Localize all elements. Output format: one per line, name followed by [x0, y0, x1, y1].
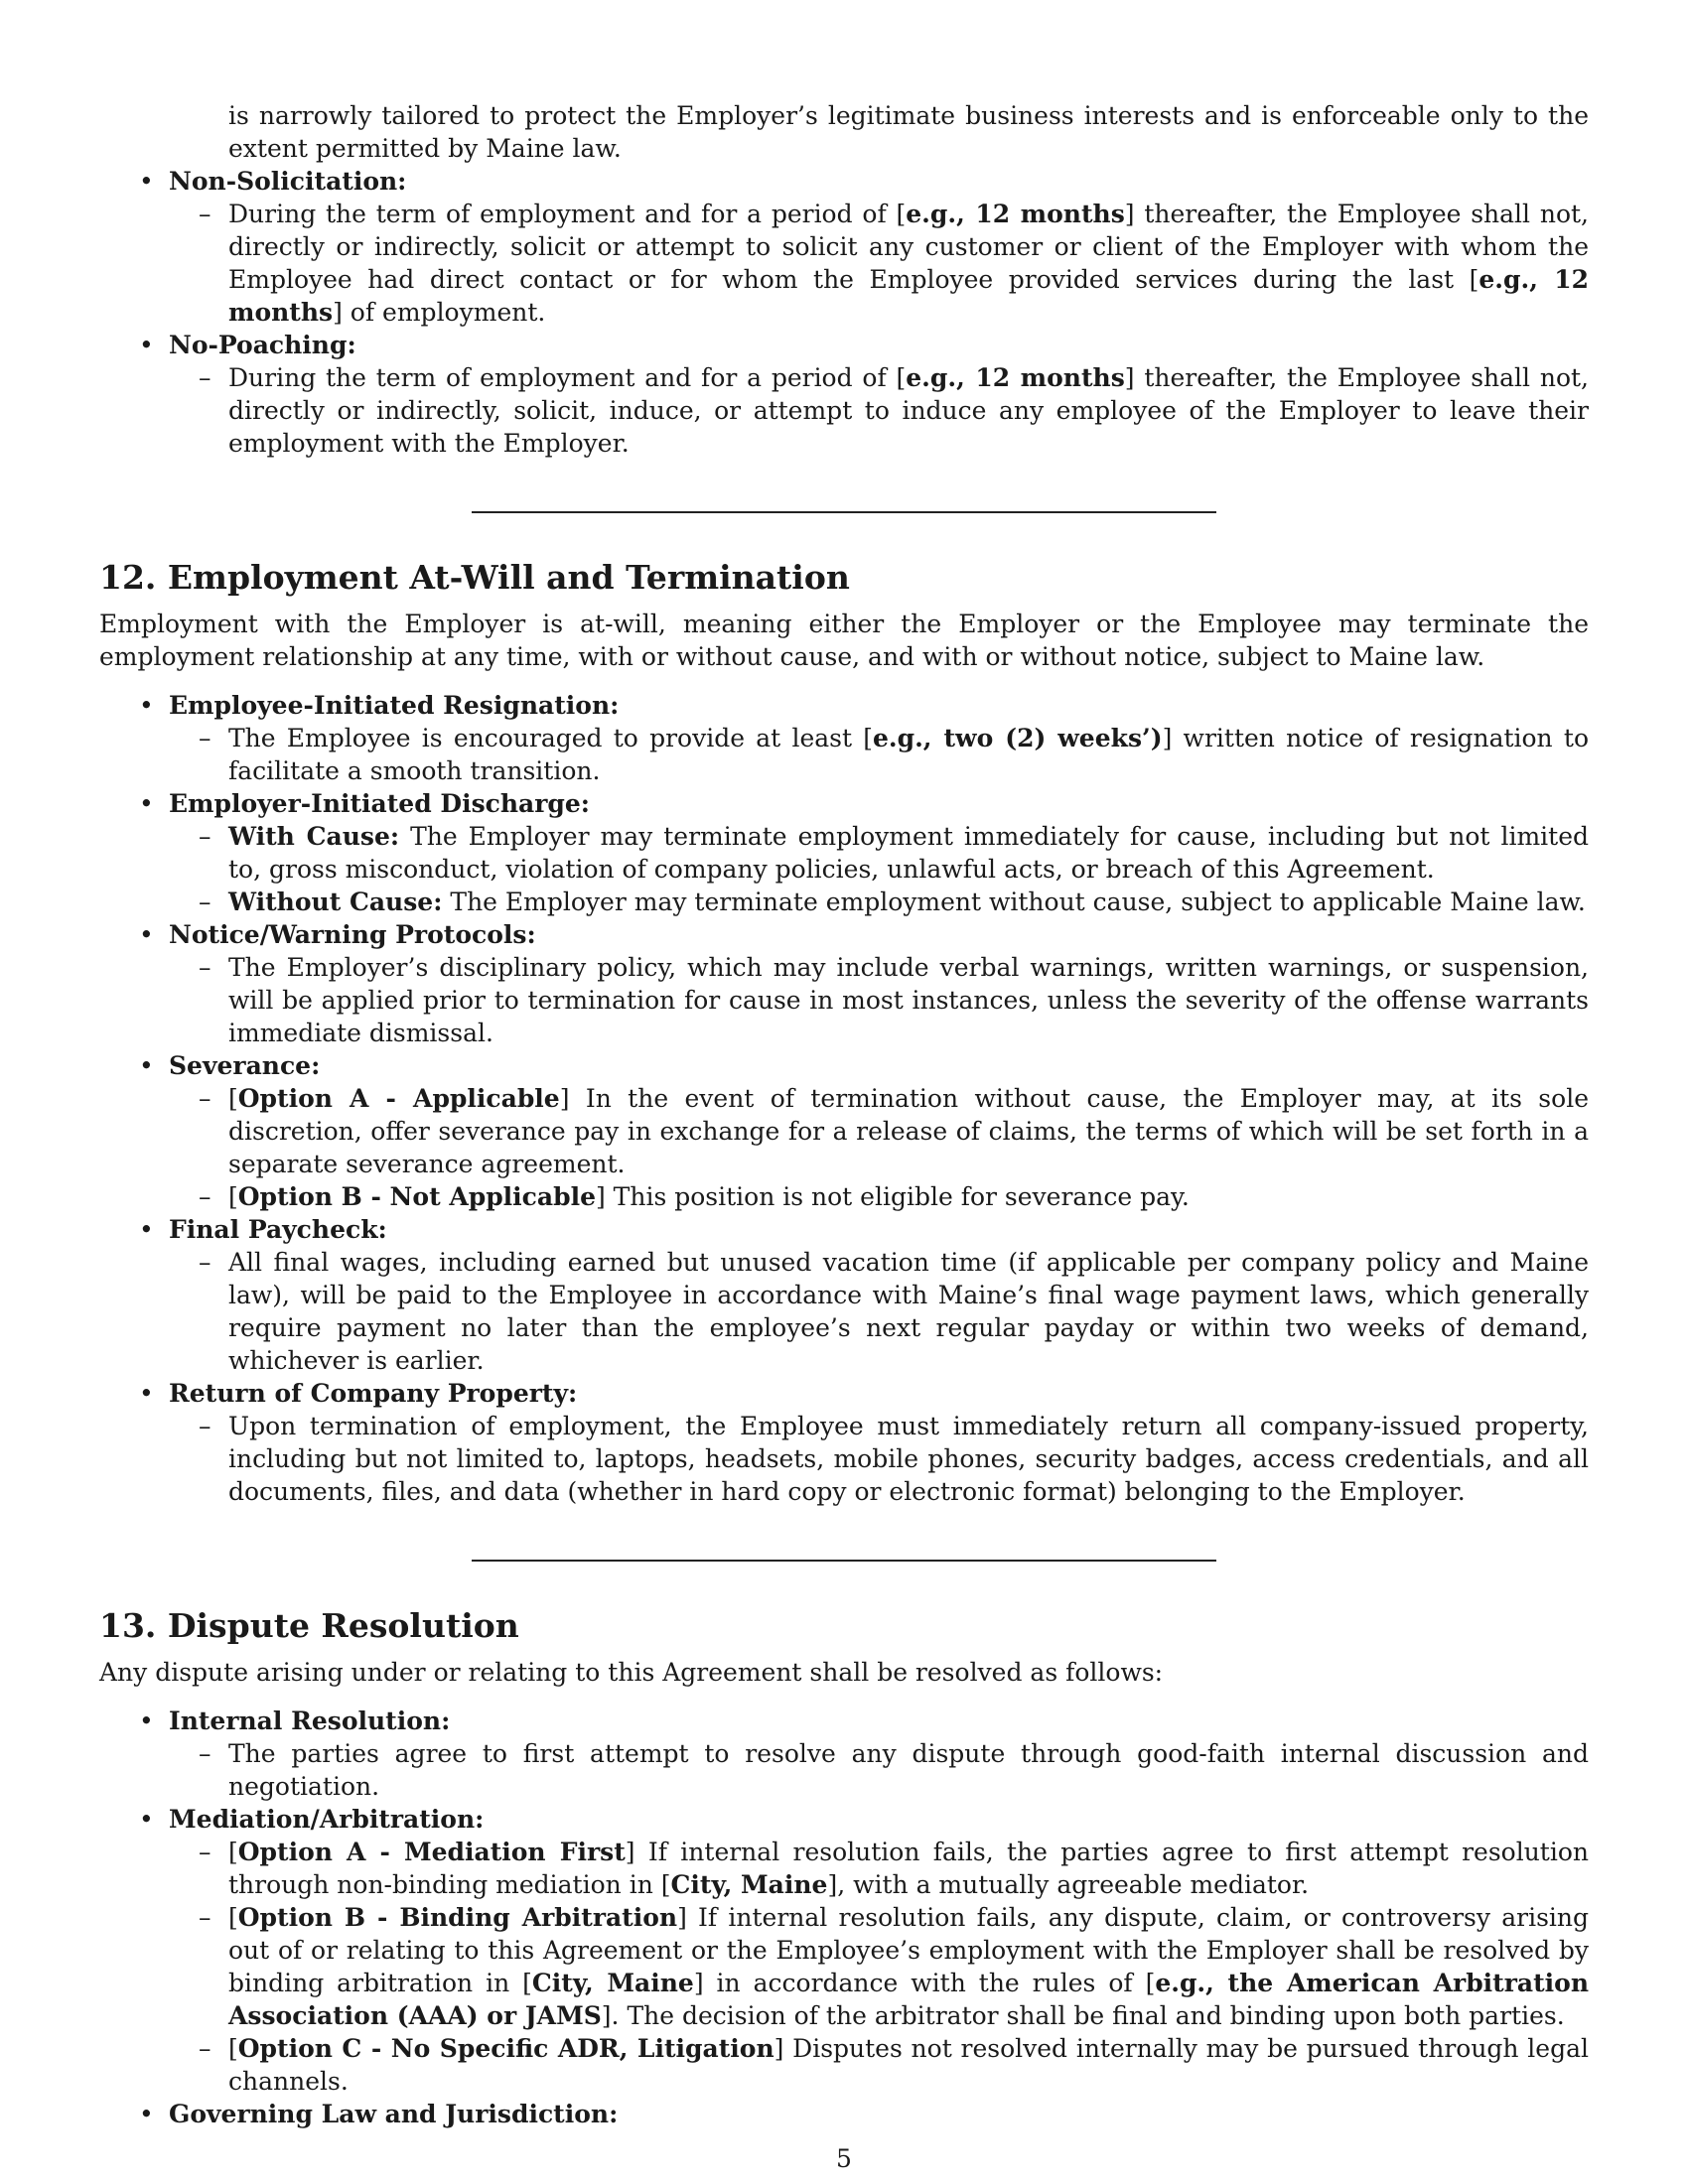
dash-icon: – — [199, 1903, 211, 1932]
sub-item: – The Employer’s disciplinary policy, which may include verbal warnings, written warnings, or suspension, will be applied prior to termination for cause in most instances, unless the severity of the offense warrants immediate dismissal. — [199, 953, 1589, 1047]
dash-icon: – — [199, 1838, 211, 1866]
section-intro: Employment with the Employer is at-will, meaning either the Employer or the Employee may terminate the employment relationship at any time, with or without cause, and with or without notice, subject to Maine law. — [99, 610, 1589, 671]
list-item — [99, 1213, 1589, 1246]
list-item — [99, 165, 1589, 198]
bullet-icon: • — [139, 691, 154, 720]
sub-item: – The Employee is encouraged to provide at least [e.g., two (2) weeks’)] written notice of resignation to facilitate a smooth transition. — [199, 724, 1589, 785]
list-item — [99, 787, 1589, 820]
list-heading: Non-Solicitation: — [169, 167, 407, 196]
dash-icon: – — [199, 1248, 211, 1277]
list-heading: No-Poaching: — [169, 331, 356, 359]
list-item — [99, 1705, 1589, 1737]
section-title: 13. Dispute Resolution — [99, 1606, 519, 1645]
section-intro: Any dispute arising under or relating to this Agreement shall be resolved as follows: — [99, 1658, 1164, 1687]
sub-item: – All final wages, including earned but unused vacation time (if applicable per company policy and Maine law), will be paid to the Employee in accordance with Maine’s final wage payment laws, which generally require payment no later than the employee’s next regular payday or within two weeks of demand, whichever is earlier. — [199, 1248, 1589, 1375]
dash-icon: – — [199, 953, 211, 982]
section-divider — [472, 1560, 1216, 1562]
sub-item: – [Option C - No Specific ADR, Litigation] Disputes not resolved internally may be pursued through legal channels. — [199, 2034, 1589, 2096]
page-number: 5 — [836, 2144, 852, 2173]
list-heading: Governing Law and Jurisdiction: — [169, 2100, 619, 2128]
list-heading: Mediation/Arbitration: — [169, 1805, 485, 1834]
sub-item: – Upon termination of employment, the Employee must immediately return all company-issued property, including but not limited to, laptops, headsets, mobile phones, security badges, access credentials, and all documents, files, and data (whether in hard copy or electronic format) belonging to the Employer. — [199, 1412, 1589, 1506]
list-item — [99, 1803, 1589, 1836]
list-heading: Employer-Initiated Discharge: — [169, 789, 591, 818]
list-item — [99, 918, 1589, 951]
list-item — [99, 329, 1589, 361]
list-heading: Severance: — [169, 1051, 321, 1080]
sub-item: – With Cause: The Employer may terminate employment immediately for cause, including but not limited to, gross misconduct, violation of company policies, unlawful acts, or breach of this Agreement. — [199, 822, 1589, 884]
list-heading: Return of Company Property: — [169, 1379, 578, 1408]
document-page — [99, 99, 1589, 2130]
bullet-icon: • — [139, 1805, 154, 1834]
bullet-icon: • — [139, 1215, 154, 1244]
section-divider — [472, 511, 1216, 513]
bullet-icon: • — [139, 1706, 154, 1735]
list-item — [99, 1377, 1589, 1410]
dash-icon: – — [199, 1182, 211, 1211]
sub-item: – During the term of employment and for a period of [e.g., 12 months] thereafter, the Employee shall not, directly or indirectly, solicit or attempt to solicit any customer or client of the Employer with whom the Employee had direct contact or for whom the Employee provided services during the last [e.g., 12 months] of employment. — [199, 200, 1589, 327]
sub-item: – Without Cause: The Employer may terminate employment without cause, subject to applicable Maine law. — [199, 887, 1586, 916]
dash-icon: – — [199, 2034, 211, 2063]
sub-item: – [Option B - Binding Arbitration] If internal resolution fails, any dispute, claim, or controversy arising out of or relating to this Agreement or the Employee’s employment with the Employer shall be resolved by binding arbitration in [City, Maine] in accordance with the rules of [e.g., the American Arbitration Association (AAA) or JAMS]. The decision of the arbitrator shall be final and binding upon both parties. — [199, 1903, 1589, 2030]
bullet-icon: • — [139, 1051, 154, 1080]
dash-icon: – — [199, 200, 211, 228]
sub-item: – [Option B - Not Applicable] This position is not eligible for severance pay. — [199, 1182, 1190, 1211]
dash-icon: – — [199, 724, 211, 752]
sub-item: – The parties agree to first attempt to resolve any dispute through good-faith internal discussion and negotiation. — [199, 1739, 1589, 1801]
dash-icon: – — [199, 363, 211, 392]
list-item — [99, 2098, 1589, 2130]
list-heading: Internal Resolution: — [169, 1706, 451, 1735]
list-heading: Notice/Warning Protocols: — [169, 920, 536, 949]
list-heading: Employee-Initiated Resignation: — [169, 691, 620, 720]
bullet-icon: • — [139, 2100, 154, 2128]
bullet-icon: • — [139, 1379, 154, 1408]
dash-icon: – — [199, 1739, 211, 1768]
bullet-icon: • — [139, 920, 154, 949]
bullet-icon: • — [139, 789, 154, 818]
list-item — [99, 1049, 1589, 1082]
bullet-icon: • — [139, 331, 154, 359]
dash-icon: – — [199, 887, 211, 916]
section-title: 12. Employment At-Will and Termination — [99, 558, 850, 597]
dash-icon: – — [199, 822, 211, 851]
list-item — [99, 689, 1589, 722]
dash-icon: – — [199, 1084, 211, 1113]
bullet-icon: • — [139, 167, 154, 196]
sub-item: – [Option A - Mediation First] If internal resolution fails, the parties agree to first attempt resolution through non-binding mediation in [City, Maine], with a mutually agreeable mediator. — [199, 1838, 1590, 1899]
sub-item: – [Option A - Applicable] In the event of termination without cause, the Employer may, at its sole discretion, offer severance pay in exchange for a release of claims, the terms of which will be set forth in a separate severance agreement. — [199, 1084, 1589, 1178]
dash-icon: – — [199, 1412, 211, 1440]
continuation-paragraph: is narrowly tailored to protect the Employer’s legitimate business interests and is enforceable only to the extent permitted by Maine law. — [228, 101, 1589, 163]
sub-item: – During the term of employment and for a period of [e.g., 12 months] thereafter, the Employee shall not, directly or indirectly, solicit, induce, or attempt to induce any employee of the Employer to leave their employment with the Employer. — [199, 363, 1589, 458]
list-heading: Final Paycheck: — [169, 1215, 387, 1244]
